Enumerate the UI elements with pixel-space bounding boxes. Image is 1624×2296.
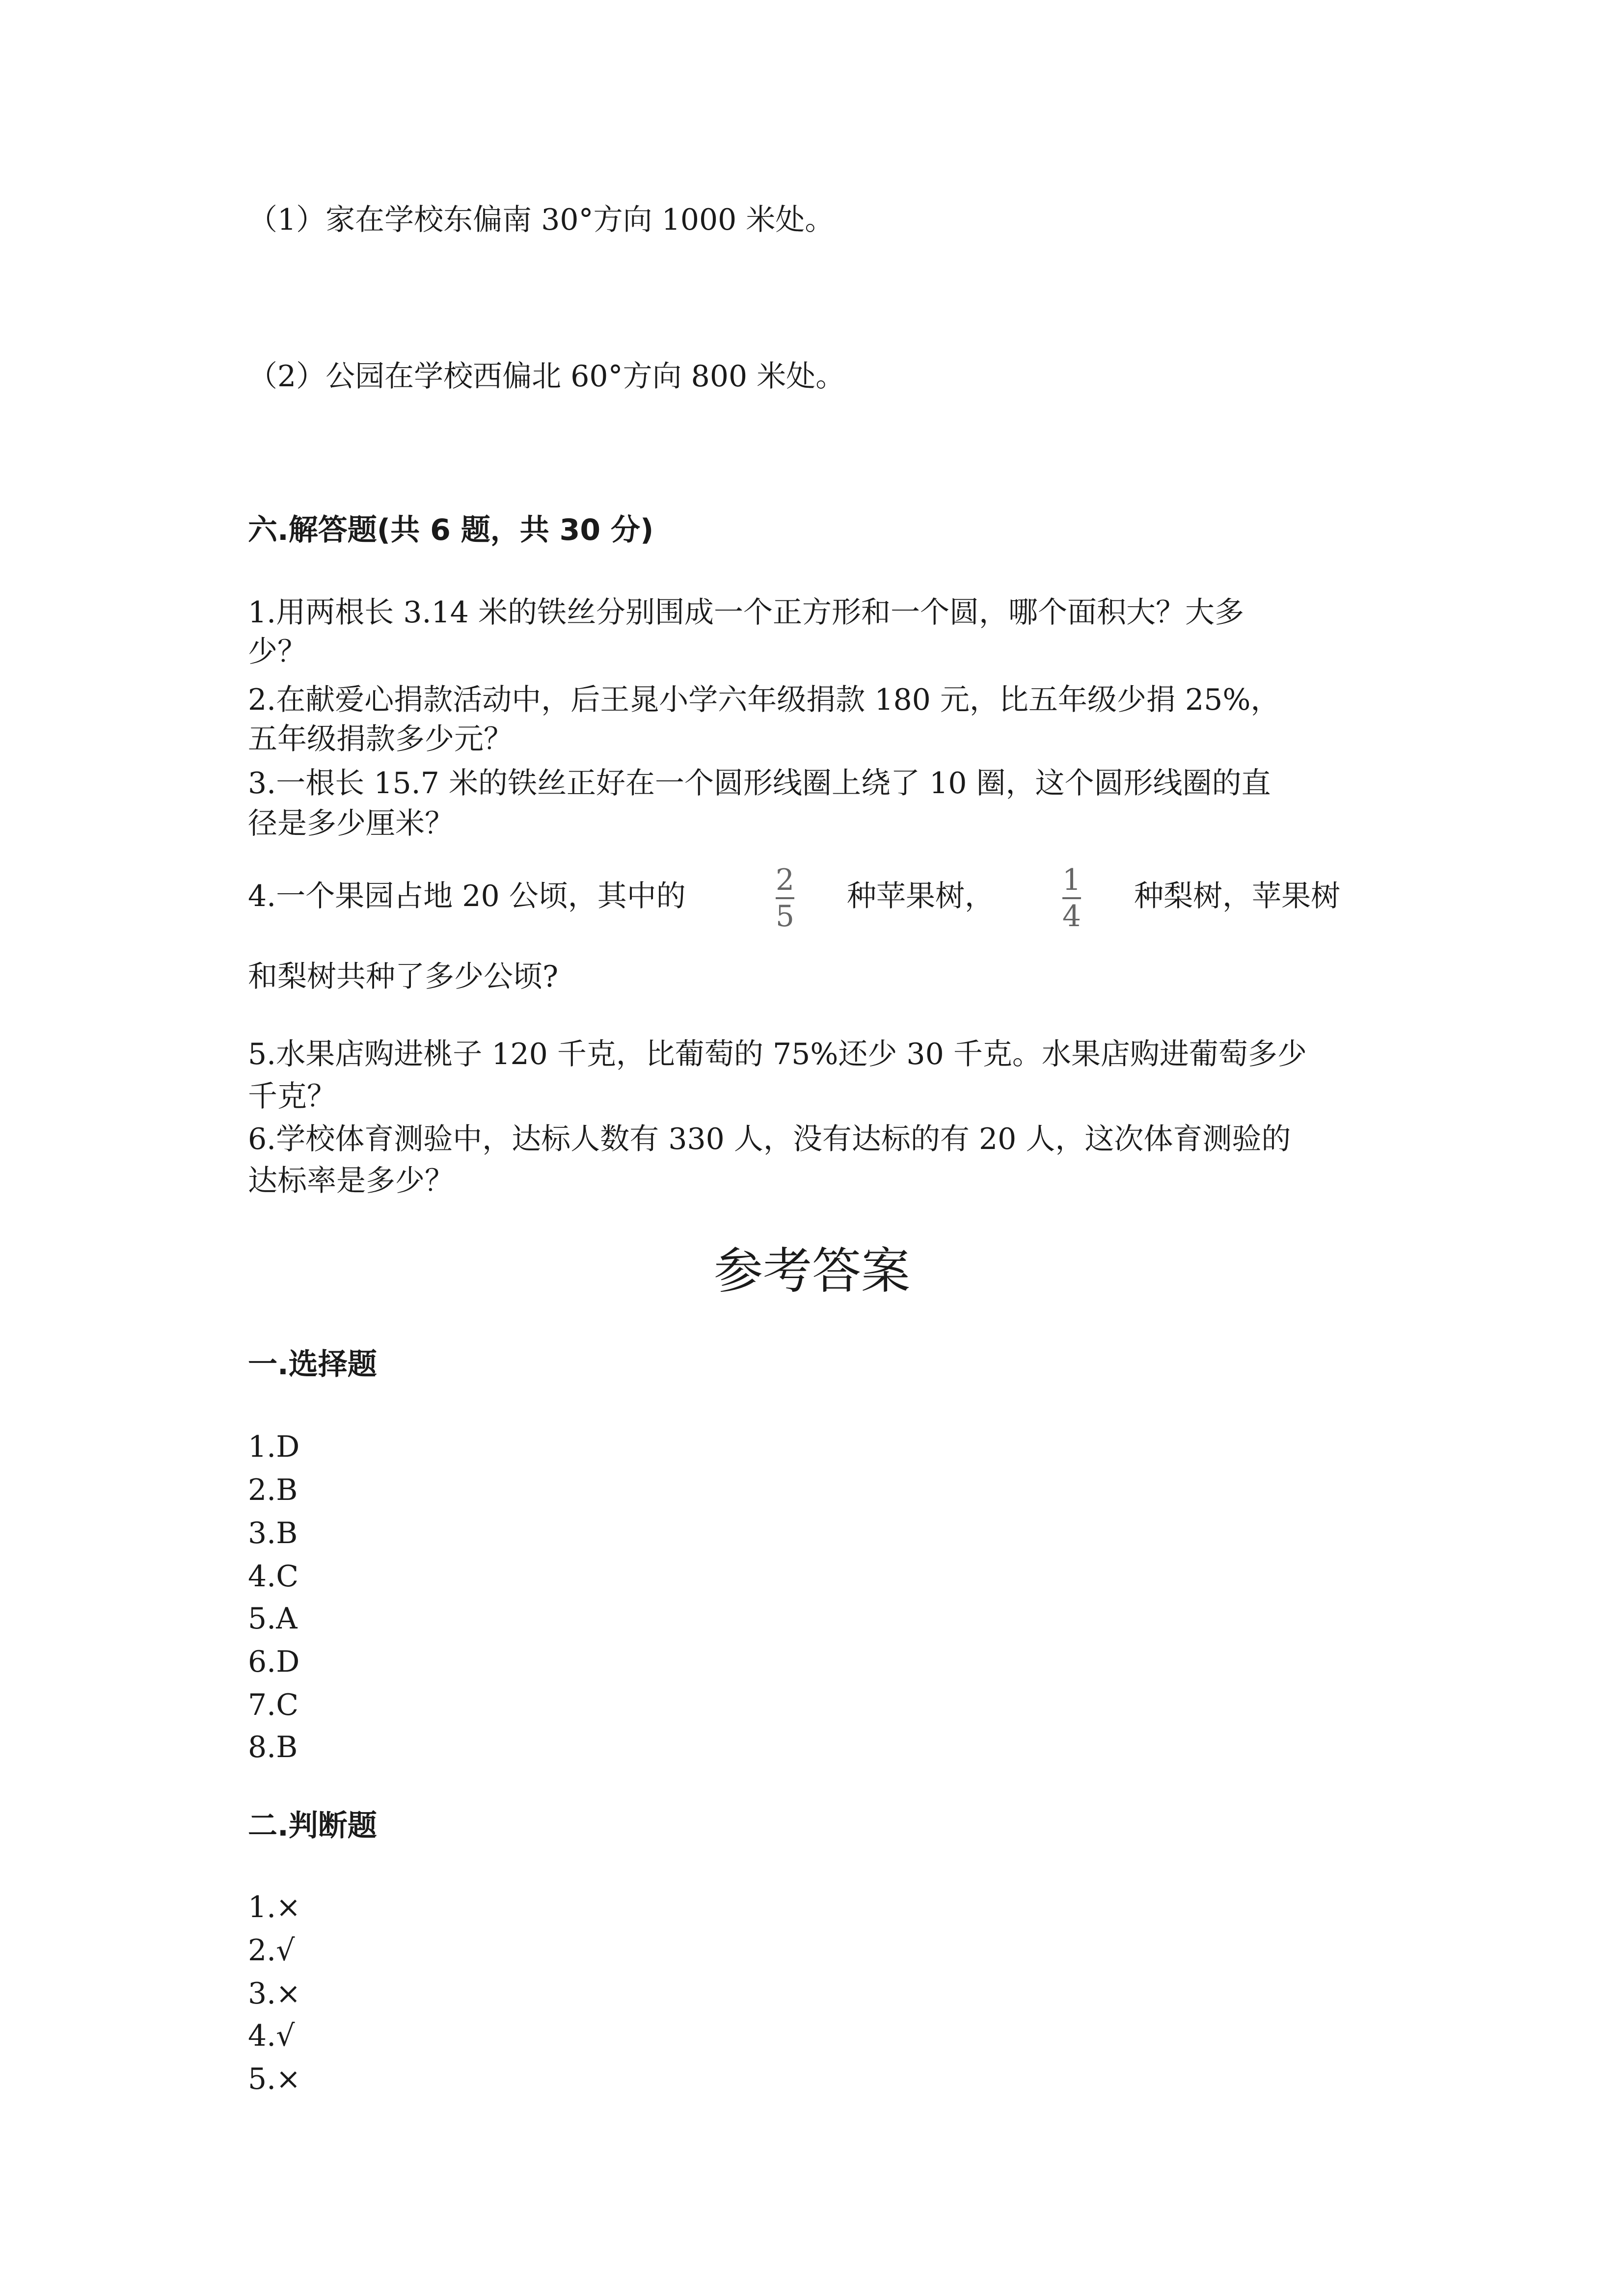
question-3-line-1: 3.一根长 15.7 米的铁丝正好在一个圆形线圈上绕了 10 圈，这个圆形线圈的直 [248,766,1271,801]
answer-item: 4.C [248,1559,299,1594]
question-4-line-2: 和梨树共种了多少公顷? [248,960,559,994]
question-3-line-2: 径是多少厘米？ [248,806,454,841]
question-6-line-2: 达标率是多少？ [248,1164,454,1198]
answers-title: 参考答案 [714,1242,910,1300]
section-6-heading: 六.解答题(共 6 题，共 30 分) [248,513,654,547]
answer-item: 1.× [248,1890,301,1924]
part-1-text: （1）家在学校东偏南 30°方向 1000 米处。 [248,203,835,237]
fraction-two-fifths [773,865,797,932]
answer-item: 5.× [248,2062,301,2096]
answer-item: 5.A [248,1602,298,1636]
answers-section-2-heading: 二.判断题 [248,1809,377,1843]
answers-section-1-heading: 一.选择题 [248,1347,377,1382]
answer-item: 7.C [248,1688,299,1722]
answer-item: 2.√ [248,1933,295,1968]
question-5-line-1: 5.水果店购进桃子 120 千克，比葡萄的 75%还少 30 千克。水果店购进葡萄多少 [248,1037,1307,1071]
answer-item: 3.× [248,1976,301,2011]
answer-item: 4.√ [248,2019,295,2053]
question-2-line-2: 五年级捐款多少元？ [248,722,513,756]
answer-item: 1.D [248,1430,300,1464]
question-4-text-part-1: 4.一个果园占地 20 公顷，其中的 [248,879,686,913]
part-2-text: （2）公园在学校西偏北 60°方向 800 米处。 [248,359,845,394]
answer-item: 2.B [248,1473,298,1507]
question-1-line-2: 少？ [248,635,307,669]
question-4-text-part-3: 种梨树，苹果树 [1134,879,1340,913]
question-4-text-part-2: 种苹果树， [847,879,994,913]
question-1-line-1: 1.用两根长 3.14 米的铁丝分别围成一个正方形和一个圆，哪个面积大？大多 [248,595,1244,630]
answer-item: 8.B [248,1730,298,1764]
answer-item: 3.B [248,1516,298,1550]
fraction-numerator: 2 [775,863,795,897]
fraction-denominator: 4 [1062,899,1082,934]
question-6-line-1: 6.学校体育测验中，达标人数有 330 人，没有达标的有 20 人，这次体育测验的 [248,1122,1291,1156]
question-5-line-2: 千克？ [248,1079,336,1114]
question-2-line-1: 2.在献爱心捐款活动中，后王晁小学六年级捐款 180 元，比五年级少捐 25%， [248,683,1280,717]
fraction-denominator: 5 [775,899,795,934]
fraction-numerator: 1 [1062,863,1082,897]
fraction-one-quarter [1059,865,1084,932]
answer-item: 6.D [248,1645,300,1679]
